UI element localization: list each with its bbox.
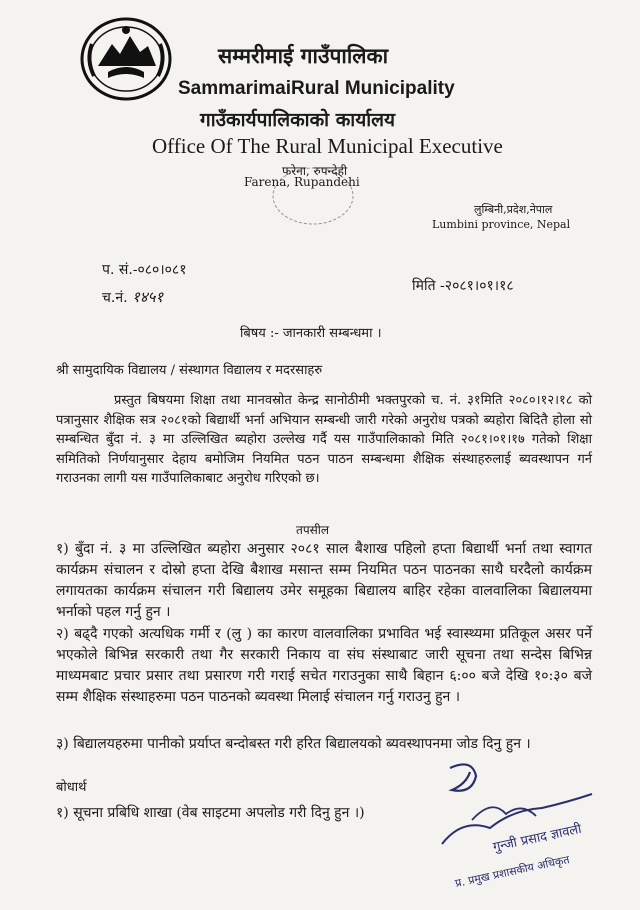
signatory-title: प्र. प्रमुख प्रशासकीय अधिकृत (453, 853, 571, 890)
cc-item-1: १) सूचना प्रबिधि शाखा (वेब साइटमा अपलोड गरी दिनु हुन ।) (56, 805, 365, 821)
body-intro-paragraph: प्रस्तुत बिषयमा शिक्षा तथा मानवस्रोत केन्द्र सानोठीमी भक्तपुरको च. नं. ३१मिति २०८०।१२।१८ को पत्रानुसार शैक्षिक सत्र २०८१को बिद्यार्थी भर्ना अभियान सम्बन्धी जारी गरेको अनुरोध पत्रको ब्यहोरा बिदितै होला सो सम्बन्धित बुँदा नं. ३ मा उल्लिखित ब्यहोरा उल्लेख गर्दै यस गाउँपालिकाको मिति २०८१।०१।१७ गतेको शिक्षा समितिको निर्णयानुसार देहाय बमोजिम नियमित पठन पाठन सम्बन्धमा शैक्षिक संस्थाहरुलाई ब्यवस्थापन गर्न गराउनका लागी यस गाउँपालिकाबाट अनुरोध गरिएको छ। (56, 393, 592, 486)
body-point-3: ३) बिद्यालयहरुमा पानीको प्रर्याप्त बन्दोबस्त गरी हरित बिद्यालयको ब्यवस्थापनमा जोड दिनु हुन । (56, 736, 531, 752)
signatory-name: गुन्जी प्रसाद ज्ञावली (491, 821, 583, 856)
letter-subject: बिषय :- जानकारी सम्बन्धमा । (240, 326, 382, 341)
office-name-english: SammarimaiRural Municipality (178, 78, 455, 99)
body-point-1: १) बुँदा नं. ३ मा उल्लिखित ब्यहोरा अनुसार २०८१ साल बैशाख पहिलो हप्ता बिद्यार्थी भर्ना तथा स्वागत कार्यक्रम संचालन र दोस्रो हप्ता देखि बैशाख मसान्त सम्म नियमित पठन पाठनका साथै घरदैलो कार्यक्रम लगायतका कार्यक्रम संचालन गरी बिद्यालय उमेर समूहका बिद्यालय बाहिर रहेका वालवालिका बिद्यालयमा भर्नाको पहल गर्नु हुन । (56, 541, 592, 620)
address-nepali: फरेना, रुपन्देही (282, 164, 348, 178)
municipality-emblem (78, 14, 174, 104)
letter-date: मिति -२०८१।०१।१८ (412, 278, 514, 294)
details-heading: तपसील (296, 523, 330, 537)
office-executive-nepali: गाउँकार्यपालिकाको कार्यालय (200, 109, 396, 131)
body-point-2: २) बढ्दै गएको अत्यधिक गर्मी र (लु ) का कारण वालवालिका प्रभावित भई स्वास्थ्यमा प्रतिकूल असर पर्ने भएकोले बिभिन्न सरकारी तथा गैर सरकारी निकाय वा संघ संस्थाबाट जारी सूचना तथा सन्देस बिभिन्न माध्यमबाट प्रचार प्रसार तथा प्रसारण गरी गराई सचेत गराउनुका साथै बिहान ६:०० बजे देखि १०:३० बजे सम्म शैक्षिक संस्थाहरुमा पठन पाठनको ब्यवस्था मिलाई संचालन गर्नु गराउनु हुन । (56, 626, 592, 705)
cc-heading: बोधार्थ (56, 780, 87, 795)
dispatch-number-label: च.नं. (102, 290, 128, 306)
dispatch-number-row (102, 287, 163, 307)
dispatch-number-value: १४५१ (132, 288, 164, 306)
office-executive-english: Office Of The Rural Municipal Executive (152, 134, 503, 158)
office-name-nepali: सम्मरीमाई गाउँपालिका (218, 43, 389, 68)
address-english: Farena, Rupandehi (244, 175, 360, 189)
letter-addressee: श्री सामुदायिक विद्यालय / संस्थागत विद्यालय र मदरसाहरु (56, 363, 323, 378)
province-nepali: लुम्बिनी,प्रदेश,नेपाल (474, 203, 553, 216)
letter-reference-number: प. सं.-०८०।०८१ (102, 262, 187, 278)
province-english: Lumbini province, Nepal (432, 218, 571, 231)
